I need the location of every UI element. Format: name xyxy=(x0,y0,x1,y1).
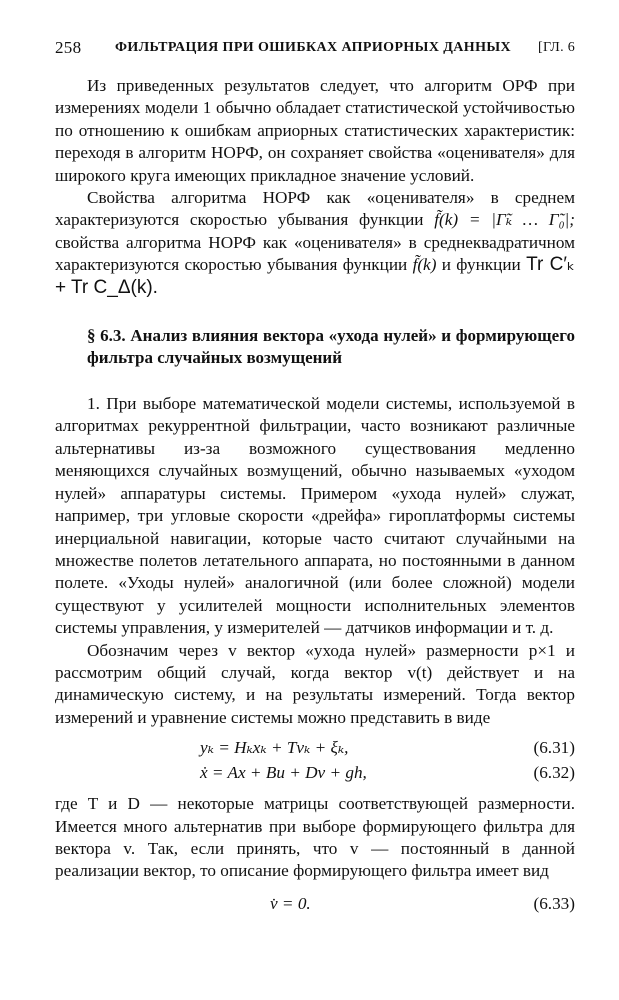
paragraph-2-text-b: свойства алгоритма НОРФ как «оценивателя» в среднеквадратичном характеризуются скоростью убывания функции xyxy=(55,232,575,275)
page-number: 258 xyxy=(55,38,82,57)
equation-expression: v̇ = 0. xyxy=(270,893,311,913)
running-header xyxy=(55,38,575,62)
paragraph-3: 1. При выборе математической модели системы, используемой в алгоритмах рекуррентной фильтрации, часто возникают различные альтернативы из-за возможного существования медленно меняющихся случайных возмущений, обычно называемых «уходом нулей» аппаратуры системы. Примером «ухода нулей» служат, например, три угловые скорости «дрейфа» гироплатформы системы инерциальной навигации, которые часто считают случайными на множестве полетов летательного аппарата, но постоянными в данном полете. «Уходы нулей» аналогичной (или более сложной) модели существуют у усилителей мощности исполнительных элементов системы управления, у измерителей — датчиков информации и т. д. xyxy=(55,394,575,638)
paragraph-2 xyxy=(55,187,575,299)
paragraph-5: где T и D — некоторые матрицы соответствующей размерности. Имеется много альтернатив при выборе формирующего фильтра для вектора v. Так, если принять, что v — постоянный в данной реализации вектор, то описание формирующего фильтра имеет вид xyxy=(55,794,575,881)
formula-f-tilde: f̃(k) = |Γ̃ₖ … Γ̃₀|; xyxy=(434,210,575,230)
equation-number: (6.33) xyxy=(533,893,575,913)
paragraph-2-text-c: и функции xyxy=(441,255,521,275)
equation-6-31 xyxy=(55,735,575,760)
formula-f-tilde-2: f̃(k) xyxy=(412,255,437,275)
equation-6-32 xyxy=(55,760,575,785)
equation-6-33 xyxy=(55,891,575,916)
running-title: ФИЛЬТРАЦИЯ ПРИ ОШИБКАХ АПРИОРНЫХ ДАННЫХ xyxy=(115,40,512,55)
equation-expression: ẋ = Ax + Bu + Dv + gh, xyxy=(200,763,367,783)
chapter-marker: [ГЛ. 6 xyxy=(538,40,575,55)
equation-number: (6.31) xyxy=(533,738,575,758)
equation-number: (6.32) xyxy=(533,763,575,783)
paragraph-4: Обозначим через v вектор «ухода нулей» размерности p×1 и рассмотрим общий случай, когда вектор v(t) действует и на динамическую систему, и на результаты измерений. Тогда вектор измерений и уравнение системы можно представить в виде xyxy=(55,640,575,727)
section-title: § 6.3. Анализ влияния вектора «ухода нулей» и формирующего фильтра случайных возмущений xyxy=(87,326,575,368)
equation-block xyxy=(55,735,575,785)
paragraph-2-text-a: Свойства алгоритма НОРФ как «оценивателя» в среднем характеризуются скоростью убывания функции xyxy=(55,188,575,230)
page-body xyxy=(55,75,575,916)
formula-trace: Tr C′ₖ + Tr C_Δ(k). xyxy=(55,254,576,298)
paragraph-1: Из приведенных результатов следует, что алгоритм ОРФ при измерениях модели 1 обычно обладает статистической устойчивостью по отношению к ошибкам априорных статистических характеристик: переходя в алгоритм НОРФ, он сохраняет свойства «оценивателя» для широкого круга имеющих прикладное значение условий. xyxy=(55,76,575,185)
equation-expression: yₖ = Hₖxₖ + Tvₖ + ξₖ, xyxy=(200,738,349,758)
